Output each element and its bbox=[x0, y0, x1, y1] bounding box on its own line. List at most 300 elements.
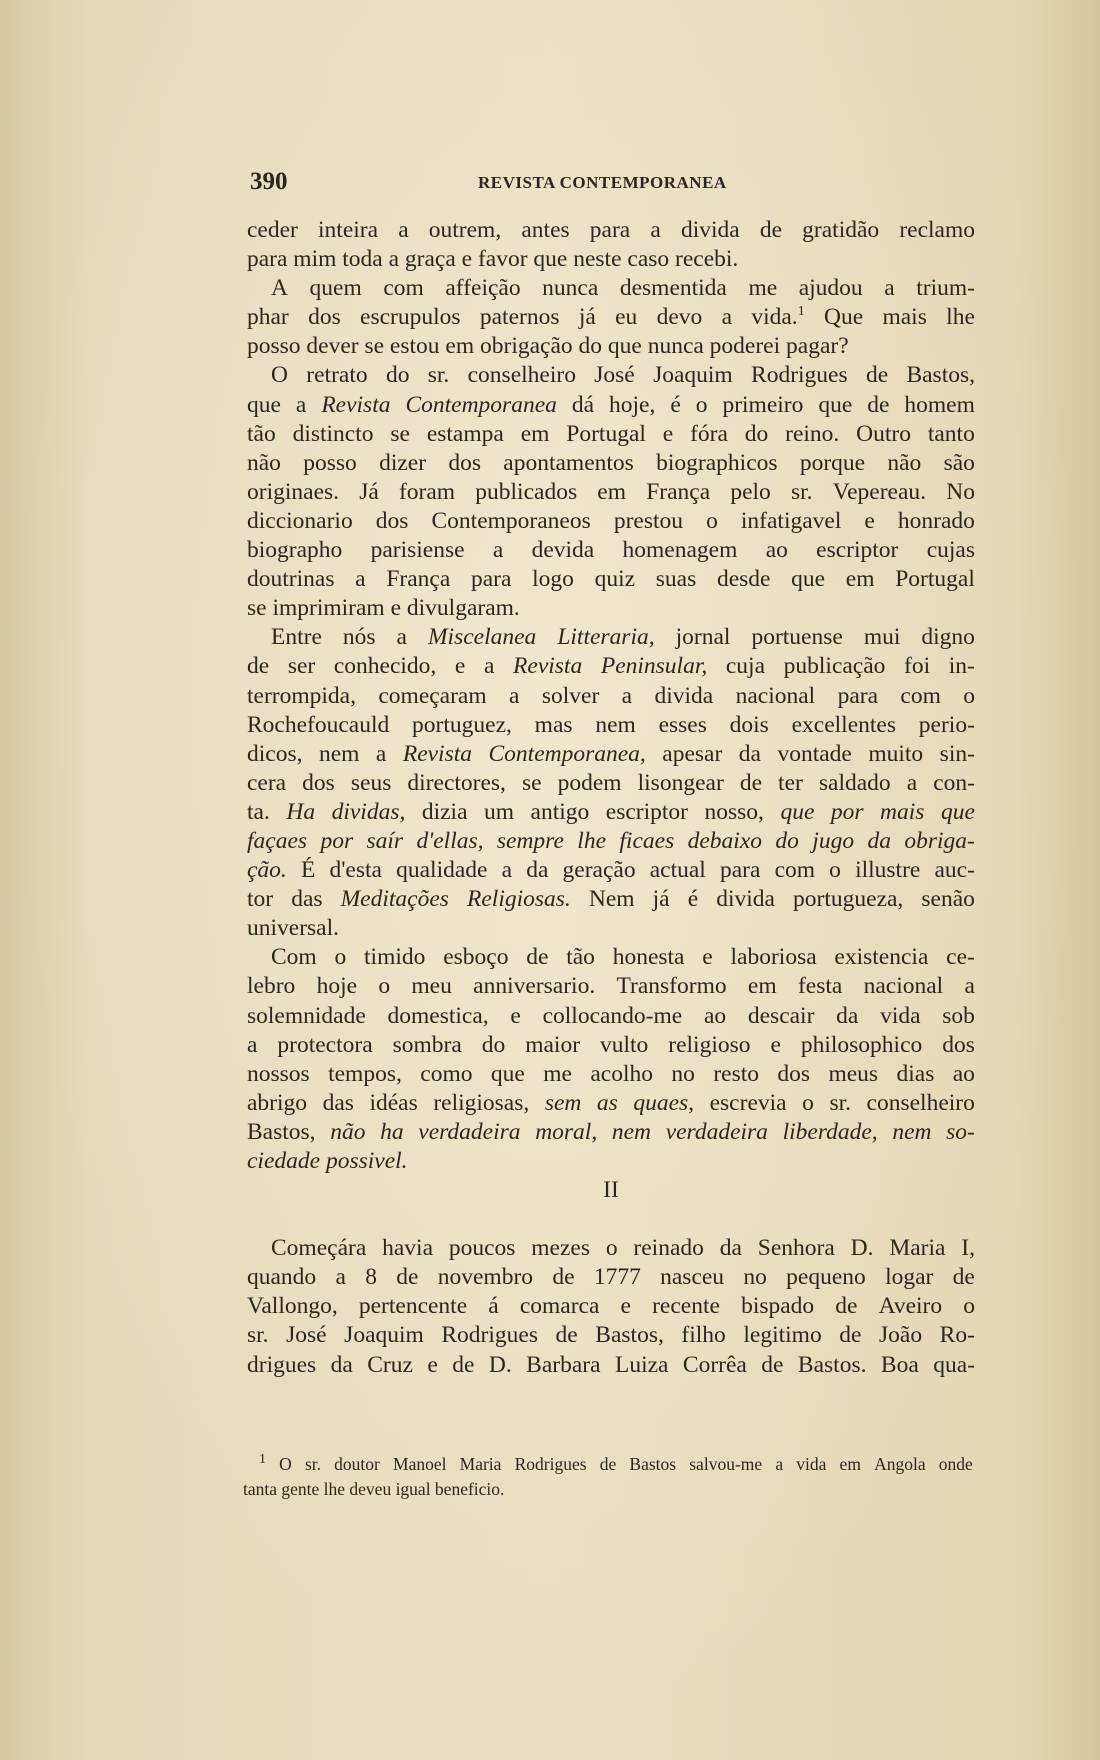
word bbox=[416, 827, 483, 856]
word bbox=[594, 361, 634, 390]
word bbox=[515, 1452, 587, 1477]
word bbox=[652, 1292, 720, 1321]
word-part: onde bbox=[938, 1454, 973, 1474]
word bbox=[277, 1031, 372, 1060]
word-part: de bbox=[867, 391, 890, 418]
word bbox=[378, 682, 486, 711]
word bbox=[418, 1118, 520, 1147]
word-part: Barbara bbox=[526, 1351, 601, 1378]
word-part: perio- bbox=[918, 711, 975, 738]
word-part: o bbox=[605, 1235, 618, 1262]
word bbox=[600, 1031, 648, 1060]
word bbox=[927, 536, 975, 565]
word bbox=[696, 391, 708, 420]
word bbox=[386, 361, 410, 390]
word bbox=[484, 798, 514, 827]
word bbox=[343, 623, 376, 652]
word-part: a bbox=[509, 682, 520, 709]
word-part: o bbox=[963, 1293, 975, 1320]
word bbox=[777, 1060, 810, 1089]
word bbox=[247, 740, 302, 769]
word-part: Cruz bbox=[367, 1351, 413, 1378]
word bbox=[556, 1321, 578, 1350]
word-part: dicos, bbox=[247, 740, 303, 767]
word-part: as bbox=[596, 1089, 618, 1116]
word-part: eu bbox=[615, 304, 638, 331]
word bbox=[525, 1031, 580, 1060]
word bbox=[344, 1321, 424, 1350]
word bbox=[390, 420, 410, 449]
word-part: dos bbox=[942, 1031, 975, 1058]
word-part: não bbox=[887, 449, 922, 476]
word-part: de bbox=[759, 217, 783, 243]
word-part: mais bbox=[882, 304, 927, 331]
word bbox=[259, 1452, 266, 1477]
word bbox=[775, 1452, 783, 1477]
word-part: dos bbox=[302, 769, 335, 796]
word-part: ceder bbox=[247, 217, 298, 243]
word bbox=[615, 1351, 669, 1380]
word bbox=[532, 565, 574, 594]
word-part: escriptor bbox=[605, 798, 689, 825]
word bbox=[783, 1118, 878, 1147]
word bbox=[713, 1060, 759, 1089]
word-part: festa bbox=[797, 973, 843, 1000]
word bbox=[751, 623, 842, 652]
word bbox=[590, 216, 630, 245]
word-part: do bbox=[481, 1031, 506, 1058]
word-part: Portugal bbox=[895, 566, 975, 593]
word bbox=[247, 711, 389, 740]
word-part: Vepereau. bbox=[832, 478, 927, 505]
word-part: tor bbox=[247, 886, 274, 913]
text-line bbox=[247, 1147, 975, 1176]
word bbox=[942, 1031, 975, 1060]
word bbox=[885, 1263, 933, 1292]
word bbox=[799, 274, 863, 303]
word-part: D. bbox=[850, 1235, 874, 1262]
word bbox=[441, 1321, 538, 1350]
word-part: devo bbox=[656, 304, 703, 331]
word bbox=[552, 1263, 574, 1292]
word bbox=[491, 1060, 525, 1089]
word-part: de bbox=[396, 1264, 419, 1291]
word bbox=[681, 216, 740, 245]
word-part: da bbox=[867, 827, 891, 854]
word bbox=[622, 682, 632, 711]
word-part: dizia bbox=[421, 798, 468, 825]
word bbox=[332, 798, 406, 827]
word bbox=[411, 972, 451, 1001]
word bbox=[906, 361, 975, 390]
word-part: em bbox=[845, 566, 875, 593]
word-part: a bbox=[295, 391, 307, 418]
word-part: a bbox=[964, 973, 975, 1000]
text-line bbox=[247, 565, 975, 594]
word-part: com bbox=[900, 682, 941, 709]
word-part: para bbox=[470, 566, 512, 593]
word-part: d'esta bbox=[329, 857, 382, 884]
word bbox=[866, 361, 888, 390]
word-part: poucos bbox=[448, 1235, 516, 1262]
word bbox=[829, 1089, 851, 1118]
word-part: vida. bbox=[751, 304, 798, 331]
text-line bbox=[247, 827, 975, 856]
word-part: o bbox=[706, 507, 718, 534]
word bbox=[716, 885, 775, 914]
word-part: por bbox=[320, 827, 354, 854]
word-part: prestou bbox=[613, 507, 683, 534]
word bbox=[535, 711, 573, 740]
word bbox=[542, 682, 599, 711]
word-part: mezes bbox=[531, 1235, 590, 1262]
word-part: para bbox=[837, 682, 879, 709]
word-part: escrupulos bbox=[360, 304, 461, 331]
word-part: a bbox=[247, 1031, 258, 1058]
word-part: a bbox=[375, 740, 387, 767]
word-part: que bbox=[780, 798, 815, 825]
footnote-ref: 1 bbox=[797, 304, 805, 320]
word-part: debaixo bbox=[687, 827, 763, 854]
word bbox=[366, 827, 403, 856]
word-part: Angola bbox=[874, 1454, 926, 1474]
word-part: sr. bbox=[427, 362, 450, 389]
word-part: Ro- bbox=[939, 1322, 975, 1349]
word bbox=[898, 507, 975, 536]
word bbox=[940, 1321, 975, 1350]
text-line bbox=[247, 1089, 975, 1118]
word-part: bispado bbox=[741, 1293, 815, 1320]
word-part: foram bbox=[398, 478, 456, 505]
page-number: 390 bbox=[250, 168, 288, 195]
word bbox=[656, 449, 777, 478]
word bbox=[838, 682, 878, 711]
word bbox=[710, 1089, 787, 1118]
word-part: do bbox=[744, 420, 769, 447]
word bbox=[839, 1321, 861, 1350]
word bbox=[247, 391, 281, 420]
word-part: O bbox=[271, 362, 288, 389]
word bbox=[736, 682, 816, 711]
word-part: a bbox=[335, 1264, 346, 1291]
word bbox=[828, 1060, 878, 1089]
word bbox=[904, 391, 975, 420]
word-part: retrato bbox=[306, 362, 368, 389]
word-part: reclamo bbox=[899, 217, 975, 243]
word bbox=[331, 1351, 353, 1380]
word-part: pelo bbox=[730, 478, 771, 505]
word bbox=[247, 1031, 257, 1060]
word bbox=[247, 972, 295, 1001]
word-part: qualidade bbox=[396, 857, 488, 884]
text-line bbox=[247, 1118, 975, 1147]
word-part: Manoel bbox=[393, 1454, 447, 1474]
word-part: maior bbox=[525, 1031, 581, 1058]
word-part: podem bbox=[557, 769, 622, 796]
word-part: ajudou bbox=[798, 275, 863, 302]
word-part: da bbox=[526, 857, 549, 884]
text-line bbox=[247, 682, 975, 711]
word-part: homenagem bbox=[622, 537, 738, 564]
word bbox=[579, 303, 596, 332]
word bbox=[247, 652, 269, 681]
word bbox=[706, 507, 718, 536]
word-part: jornal bbox=[675, 624, 731, 651]
word bbox=[520, 1292, 600, 1321]
word bbox=[288, 652, 315, 681]
text-line bbox=[247, 798, 975, 827]
word bbox=[247, 856, 287, 885]
word bbox=[617, 972, 727, 1001]
word bbox=[775, 827, 799, 856]
word-part: trium- bbox=[916, 275, 975, 302]
word-part: a bbox=[483, 653, 495, 680]
word bbox=[557, 623, 654, 652]
word-part: seus bbox=[350, 769, 392, 796]
word bbox=[597, 478, 626, 507]
word-part: e bbox=[702, 944, 713, 971]
word-part: hoje bbox=[316, 973, 358, 1000]
word bbox=[816, 536, 898, 565]
word-part: de bbox=[952, 1264, 975, 1291]
word bbox=[748, 1002, 815, 1031]
word bbox=[731, 943, 817, 972]
word-part: doutor bbox=[334, 1454, 380, 1474]
word bbox=[428, 361, 450, 390]
word bbox=[526, 856, 548, 885]
text-line bbox=[247, 245, 975, 274]
word-part: geração bbox=[562, 857, 636, 884]
word-part: Vallongo, bbox=[247, 1293, 338, 1320]
word bbox=[341, 885, 449, 914]
word bbox=[840, 1452, 861, 1477]
word bbox=[786, 1263, 866, 1292]
word bbox=[868, 740, 923, 769]
word bbox=[606, 1234, 618, 1263]
word bbox=[638, 769, 724, 798]
word bbox=[933, 769, 975, 798]
word-part: sempre bbox=[496, 827, 564, 854]
word-part: lhe bbox=[577, 827, 607, 854]
word bbox=[378, 972, 390, 1001]
word-part: ficaes bbox=[619, 827, 675, 854]
word-part: á bbox=[488, 1293, 499, 1320]
word-part: cujas bbox=[926, 537, 975, 564]
word-part: Religiosas. bbox=[467, 886, 571, 913]
word-part: senão bbox=[921, 886, 975, 913]
word-part: sr. bbox=[790, 478, 813, 505]
word-part: já bbox=[578, 304, 596, 331]
word-part: Rodrigues bbox=[751, 362, 848, 389]
word-part: Já bbox=[359, 478, 379, 505]
word bbox=[330, 1118, 365, 1147]
word bbox=[760, 216, 782, 245]
word bbox=[946, 478, 975, 507]
word-part: conselheiro bbox=[866, 1089, 975, 1116]
word-part: é bbox=[670, 391, 681, 418]
word bbox=[405, 391, 556, 420]
word-part: por bbox=[830, 798, 864, 825]
word bbox=[305, 1452, 321, 1477]
word-part: desde bbox=[716, 566, 771, 593]
word-part: religiosas, bbox=[433, 1089, 530, 1116]
word bbox=[509, 682, 519, 711]
word-part: idéas bbox=[369, 1089, 418, 1116]
word bbox=[802, 1089, 814, 1118]
word-part: me bbox=[543, 1060, 572, 1087]
word bbox=[471, 565, 511, 594]
word-part: dos bbox=[777, 1060, 811, 1087]
word bbox=[371, 536, 465, 565]
word-part: 1777 bbox=[593, 1264, 641, 1291]
word bbox=[526, 1351, 600, 1380]
section-spacer bbox=[247, 1205, 975, 1234]
word bbox=[397, 623, 407, 652]
word bbox=[271, 361, 288, 390]
word-part: o bbox=[695, 391, 708, 418]
word-part: Com bbox=[271, 944, 317, 971]
word bbox=[800, 449, 865, 478]
word-part: em bbox=[520, 420, 550, 447]
word bbox=[590, 1060, 653, 1089]
word-part: a bbox=[775, 1454, 784, 1474]
footnotes bbox=[243, 1452, 973, 1502]
word-part: Meditações bbox=[340, 886, 449, 913]
word bbox=[946, 943, 975, 972]
word-part: 8 bbox=[365, 1264, 377, 1291]
word bbox=[940, 740, 975, 769]
word-part: se bbox=[521, 769, 542, 796]
word bbox=[542, 274, 598, 303]
word bbox=[247, 682, 356, 711]
word-part: Revista bbox=[321, 391, 391, 418]
word-part: nem bbox=[595, 711, 636, 738]
word bbox=[566, 943, 595, 972]
word-part: a bbox=[396, 624, 407, 651]
word-part: moral, bbox=[535, 1118, 598, 1145]
word bbox=[359, 478, 379, 507]
word bbox=[633, 1234, 703, 1263]
word-part: de bbox=[839, 1322, 862, 1349]
word-part: Contemporanea bbox=[405, 391, 557, 418]
text-line bbox=[247, 478, 975, 507]
word bbox=[880, 798, 924, 827]
word-part: I, bbox=[961, 1235, 975, 1262]
word bbox=[867, 1089, 975, 1118]
word bbox=[473, 972, 595, 1001]
word-part: tempos, bbox=[328, 1060, 402, 1087]
word-part: anniversario. bbox=[473, 973, 596, 1000]
word-part: de bbox=[552, 1264, 575, 1291]
word bbox=[303, 449, 357, 478]
word bbox=[407, 769, 506, 798]
word-part: terrompida, bbox=[247, 682, 356, 709]
word bbox=[705, 798, 764, 827]
word-part: desmentida bbox=[619, 275, 727, 302]
word bbox=[683, 1351, 747, 1380]
word bbox=[308, 303, 341, 332]
text-run: posso dever se estou em obrigação do que nunca poderei pagar? bbox=[247, 333, 849, 360]
word bbox=[489, 740, 646, 769]
word-part: fóra bbox=[690, 420, 728, 447]
word-part: abrigo bbox=[247, 1089, 308, 1116]
word-part: inteira bbox=[318, 217, 379, 243]
word bbox=[793, 885, 903, 914]
word bbox=[824, 303, 863, 332]
word bbox=[399, 478, 455, 507]
word-part: D. bbox=[488, 1351, 512, 1378]
word bbox=[770, 1031, 780, 1060]
word-part: divida bbox=[716, 886, 775, 913]
word-part: sr. bbox=[247, 1322, 269, 1349]
word-part: originaes. bbox=[247, 478, 340, 505]
word-part: estampa bbox=[426, 420, 504, 447]
word bbox=[296, 391, 306, 420]
word bbox=[589, 885, 635, 914]
word-part: em bbox=[839, 1454, 861, 1474]
word-part: não bbox=[330, 1118, 366, 1145]
word-part: ce- bbox=[946, 944, 975, 971]
word-part: e bbox=[510, 1002, 521, 1029]
section-heading bbox=[247, 1176, 975, 1205]
word bbox=[543, 1002, 683, 1031]
text-line bbox=[247, 972, 975, 1001]
word-part: divida bbox=[680, 217, 740, 243]
word-part: Maria bbox=[459, 1454, 502, 1474]
word-part: in- bbox=[948, 653, 975, 680]
word bbox=[904, 652, 930, 681]
word bbox=[653, 361, 733, 390]
word-part: me bbox=[748, 275, 778, 302]
word-part: diccionario bbox=[247, 507, 353, 534]
word bbox=[702, 943, 712, 972]
word-part: quaes, bbox=[633, 1089, 695, 1116]
word bbox=[396, 1263, 418, 1292]
word-part: O bbox=[279, 1454, 292, 1474]
word-part: de bbox=[526, 944, 549, 971]
text-line bbox=[247, 943, 975, 972]
word bbox=[963, 1292, 975, 1321]
word bbox=[758, 1234, 835, 1263]
word bbox=[743, 1321, 821, 1350]
word-part: em bbox=[597, 478, 627, 505]
word bbox=[784, 652, 886, 681]
word-part: começaram bbox=[378, 682, 487, 709]
word-part: a bbox=[501, 857, 513, 884]
word bbox=[900, 682, 940, 711]
word-part: de bbox=[739, 769, 762, 796]
word bbox=[432, 507, 591, 536]
word-part: dividas, bbox=[331, 798, 406, 825]
word-part: ser bbox=[287, 653, 316, 680]
word-part: quiz bbox=[594, 566, 636, 593]
word-part: quando bbox=[247, 1264, 317, 1291]
word-part: Revista bbox=[513, 653, 583, 680]
word bbox=[247, 565, 334, 594]
word-part: foi bbox=[904, 653, 931, 680]
word-part: Aveiro bbox=[878, 1293, 943, 1320]
word bbox=[503, 449, 634, 478]
word bbox=[887, 449, 921, 478]
word-part: actual bbox=[649, 857, 706, 884]
word-part: so- bbox=[946, 1118, 975, 1145]
word-part: nacional bbox=[735, 682, 816, 709]
word bbox=[629, 1452, 676, 1477]
word bbox=[668, 1031, 750, 1060]
word bbox=[355, 565, 365, 594]
word-part: nunca bbox=[542, 275, 599, 302]
word bbox=[271, 274, 288, 303]
